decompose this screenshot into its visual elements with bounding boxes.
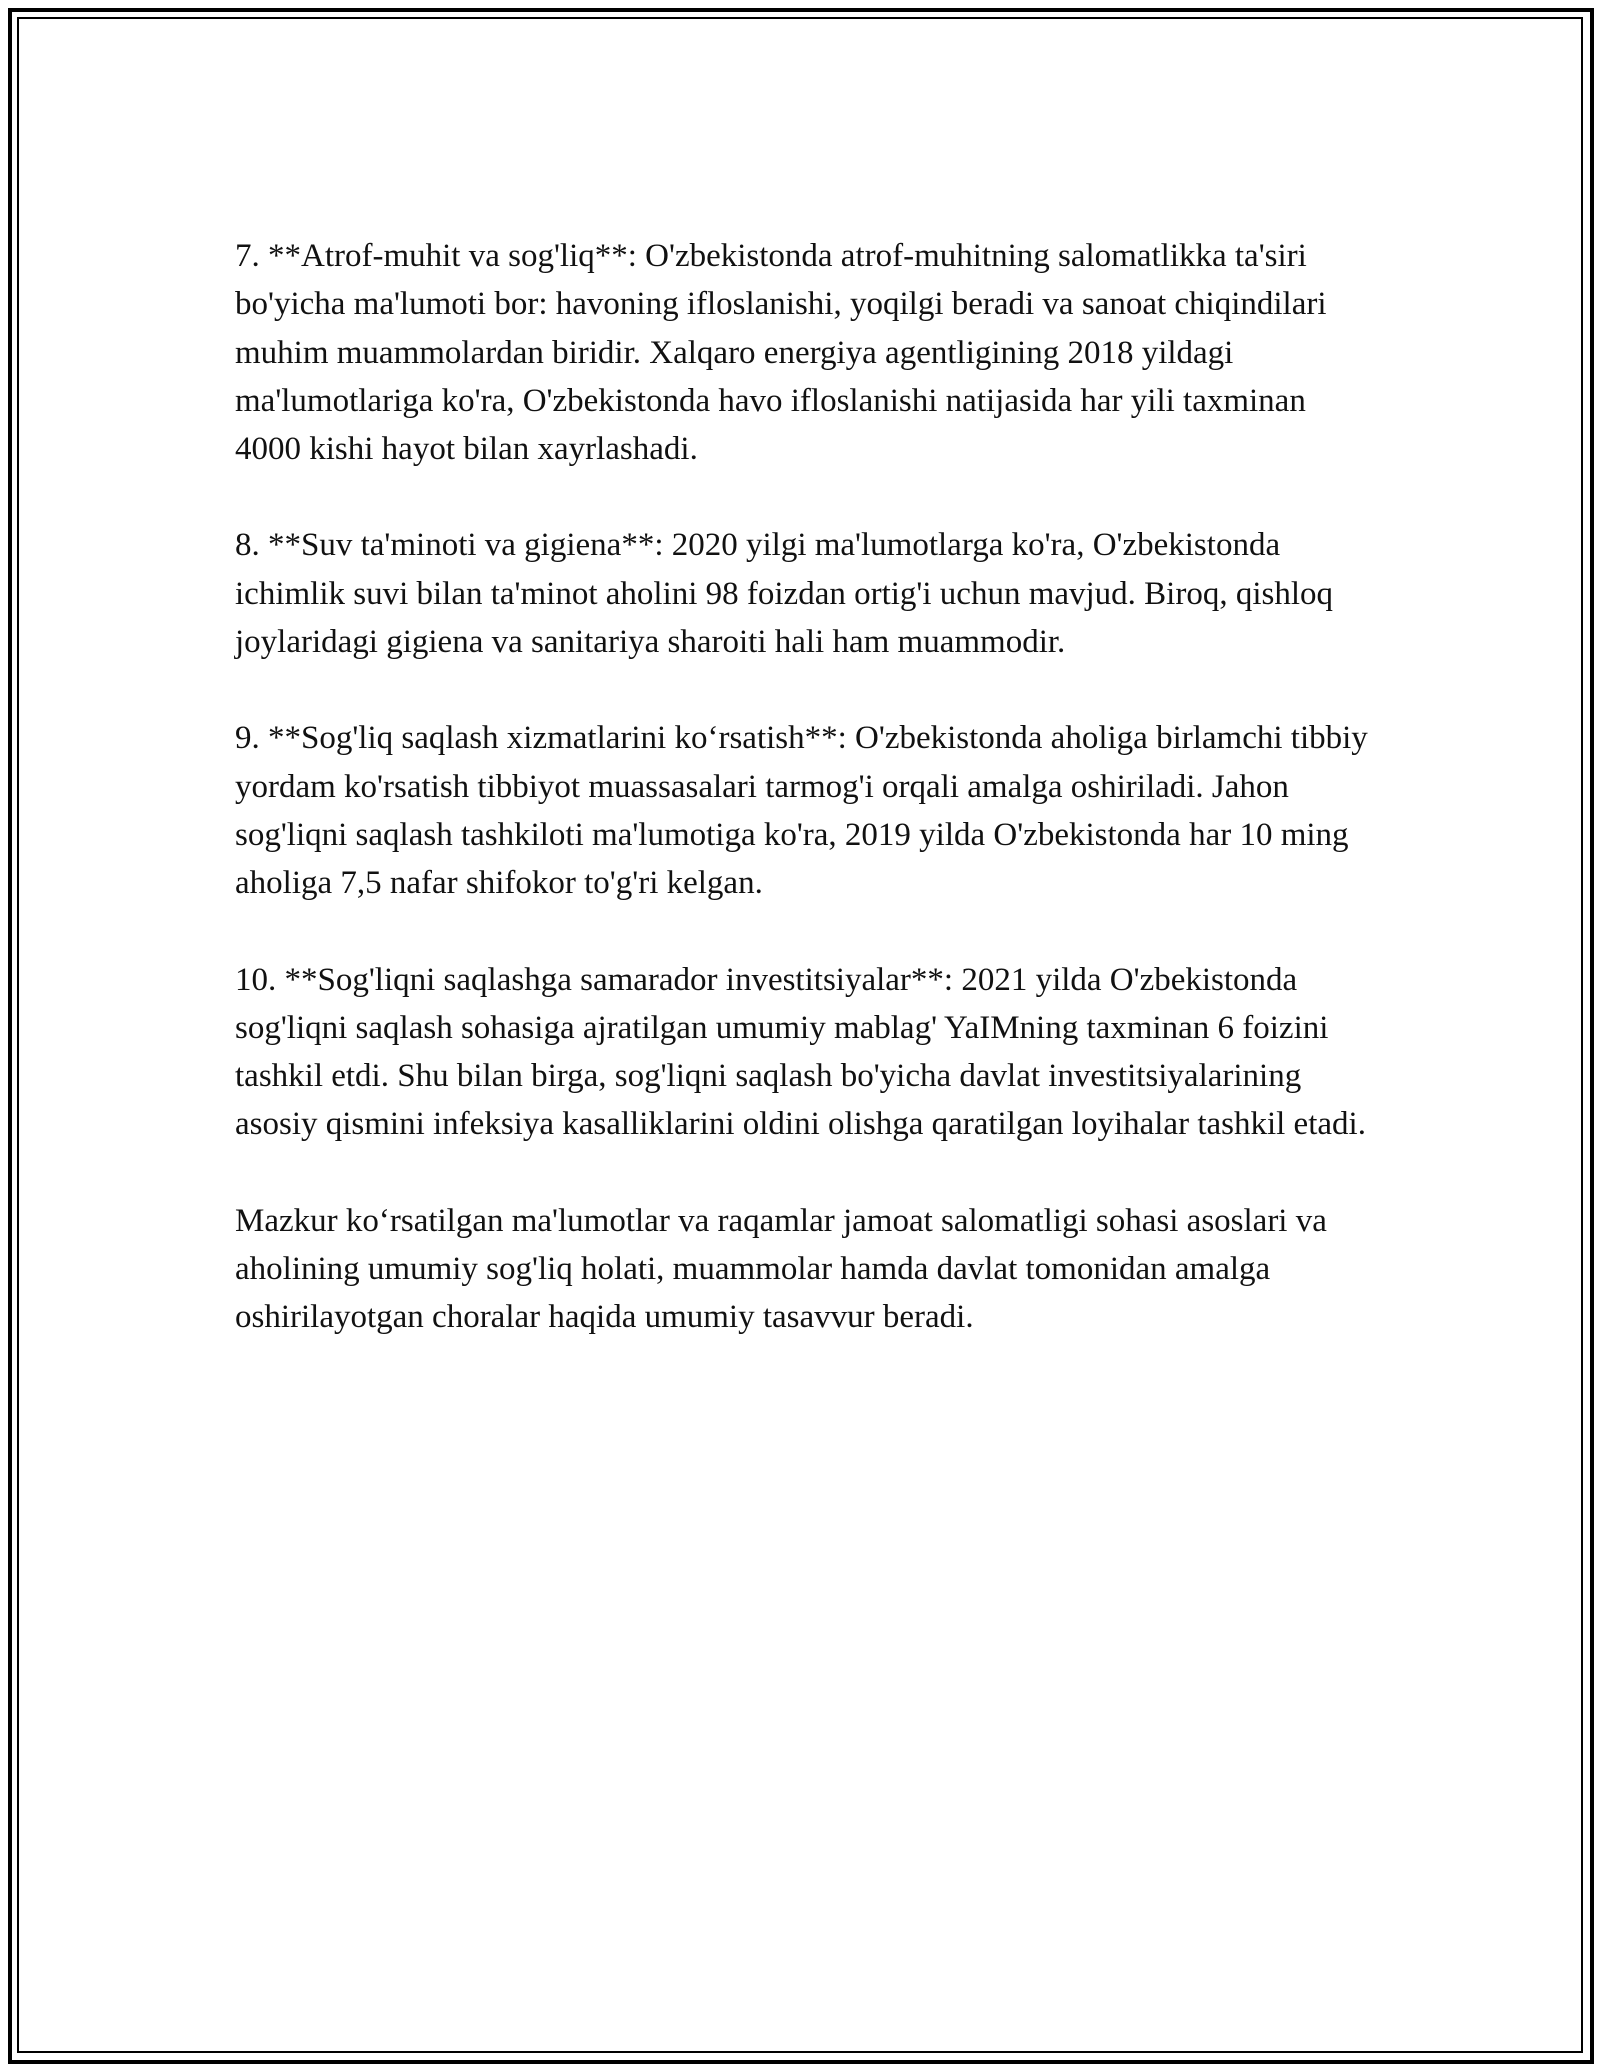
paragraph-water-supply: 8. **Suv ta'minoti va gigiena**: 2020 yilgi ma'lumotlarga ko'ra, O'zbekistonda ichimlik suvi bilan ta'minot aholini 98 foizdan ortig'i uchun mavjud. Biroq, qishloq joylaridagi gigiena va sanitariya sharoiti hali ham muammodir.	[235, 527, 1334, 661]
document-body	[235, 232, 1375, 1390]
paragraph-environment-health: 7. **Atrof-muhit va sog'liq**: O'zbekistonda atrof-muhitning salomatlikka ta'siri bo'yicha ma'lumoti bor: havoning ifloslanishi, yoqilgi beradi va sanoat chiqindilari muhim muammolardan biridir. Xalqaro energiya agentligining 2018 yildagi ma'lumotlariga ko'ra, O'zbekistonda havo ifloslanishi natijasida har yili taxminan 4000 kishi hayot bilan xayrlashadi.	[235, 238, 1327, 468]
paragraph-conclusion: Mazkur ko‘rsatilgan ma'lumotlar va raqamlar jamoat salomatligi sohasi asoslari va aholining umumiy sog'liq holati, muammolar hamda davlat tomonidan amalga oshirilayotgan choralar haqida umumiy tasavvur beradi.	[235, 1202, 1327, 1336]
paragraph-health-investments: 10. **Sog'liqni saqlashga samarador investitsiyalar**: 2021 yilda O'zbekistonda sog'liqni saqlash sohasiga ajratilgan umumiy mablag' YaIMning taxminan 6 foizini tashkil etdi. Shu bilan birga, sog'liqni saqlash bo'yicha davlat investitsiyalarining asosiy qismini infeksiya kasalliklarini oldini olishga qaratilgan loyihalar tashkil etadi.	[235, 961, 1366, 1143]
paragraph-health-services: 9. **Sog'liq saqlash xizmatlarini ko‘rsatish**: O'zbekistonda aholiga birlamchi tibbiy yordam ko'rsatish tibbiyot muassasalari tarmog'i orqali amalga oshiriladi. Jahon sog'liqni saqlash tashkiloti ma'lumotiga ko'ra, 2019 yilda O'zbekistonda har 10 ming aholiga 7,5 nafar shifokor to'g'ri kelgan.	[235, 720, 1368, 902]
